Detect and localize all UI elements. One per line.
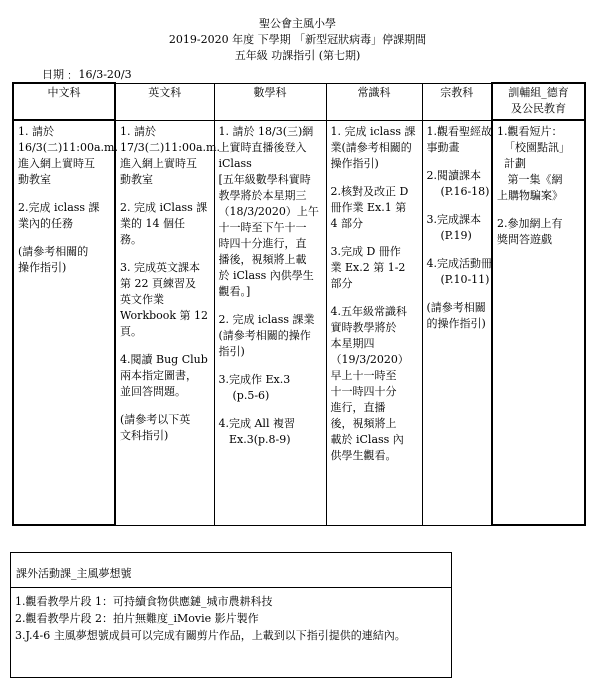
task-line: 業 Ex.2 第 1-2 — [330, 260, 406, 274]
task-line: 4 部分 — [330, 216, 363, 230]
task-line: 業內的任務 — [18, 217, 73, 230]
subject-tasks — [13, 120, 118, 525]
subject-header — [214, 83, 326, 120]
grade-title: 五年級 功課指引 (第七期) — [234, 49, 361, 62]
task-line: 播後，視頻將上載 — [218, 252, 307, 266]
task-line: 兩本指定圖書， — [120, 368, 197, 382]
task-line: 指引) — [218, 344, 245, 358]
task-line: 1.觀看聖經故 — [426, 124, 492, 138]
task-item — [18, 124, 118, 188]
subject-header — [13, 83, 115, 120]
task-line: 2.完成 iclass 課 — [18, 201, 100, 214]
task-line: 動教室 — [18, 173, 51, 186]
task-item — [331, 244, 418, 292]
task-item — [427, 212, 488, 244]
task-line: 2.閱讀課本 — [426, 168, 481, 182]
task-line: (請參考以下英 — [120, 412, 191, 426]
task-line: 載於 iClass 內 — [330, 432, 404, 446]
task-line: 早上十一時至 — [330, 368, 397, 382]
task-line: 並回答問題。 — [120, 384, 186, 398]
task-item — [219, 124, 322, 300]
task-line: 1. 請於 — [120, 124, 156, 138]
subject-title-line: 訓輔組_德育 — [508, 86, 569, 99]
task-line: 進入網上實時互 — [120, 156, 197, 170]
task-line: (p.5-6) — [218, 388, 270, 402]
task-line: 第一集《網 — [497, 173, 563, 186]
task-line: 後，視頻將上 — [330, 416, 397, 430]
task-line: 1. 請於 18/3(三)網 — [218, 124, 314, 138]
task-line: 於 iClass 內供學生 — [218, 268, 314, 282]
task-line: 1.觀看短片： — [497, 125, 563, 138]
task-item — [427, 300, 488, 332]
subject-title-line: 中文科 — [47, 86, 81, 99]
subject-header-row — [13, 83, 585, 120]
task-line: 上購物騙案》 — [497, 189, 563, 202]
subject-header — [492, 83, 585, 120]
homework-table — [12, 82, 586, 526]
task-item — [331, 304, 418, 464]
task-line: 教學將於本星期三 — [218, 188, 307, 202]
task-line: 2. 完成 iclass 課業 — [218, 312, 315, 326]
extracurricular-box — [10, 552, 452, 678]
task-item — [18, 244, 110, 276]
task-line: 4.五年級常識科 — [330, 304, 407, 318]
task-line: 獎問答遊戲 — [497, 233, 552, 246]
task-line: 文科指引) — [120, 428, 169, 442]
task-line: 1. 完成 iclass 課 — [330, 124, 416, 138]
task-item — [120, 260, 210, 340]
subject-tasks — [214, 120, 326, 525]
task-row — [13, 120, 585, 525]
task-line: 英文作業 — [120, 292, 164, 306]
task-line: 動教室 — [120, 172, 153, 186]
task-item — [331, 124, 418, 172]
subject-header — [326, 83, 422, 120]
task-item — [426, 256, 492, 288]
task-line: 進行，直播 — [330, 400, 386, 414]
task-line: 計劃 — [497, 157, 526, 170]
task-line: （18/3/2020）上午 — [218, 204, 319, 218]
task-item — [18, 200, 110, 232]
task-line: 操作指引) — [330, 156, 379, 170]
task-item — [426, 124, 492, 156]
subject-header — [422, 83, 492, 120]
task-item — [497, 124, 580, 204]
activity-item: 3.J.4-6 主風夢想號成員可以完成有關剪片作品，上載到以下指引提供的連結內。 — [15, 629, 406, 642]
task-line: 4.完成 All 複習 — [218, 416, 295, 430]
task-line: [五年級數學科實時 — [218, 172, 311, 186]
task-item — [219, 416, 322, 448]
task-line: 時四十分進行，直 — [218, 236, 307, 250]
subject-tasks — [492, 120, 585, 525]
task-item — [219, 312, 322, 360]
subject-tasks — [326, 120, 422, 525]
task-line: 3.完成課本 — [426, 212, 481, 226]
task-line: (請參考相關的操作 — [218, 328, 311, 342]
subject-tasks — [115, 120, 220, 525]
task-item — [497, 216, 580, 248]
activity-item: 1.觀看教學片段 1：可持續食物供應鏈_城市農耕科技 — [15, 595, 273, 608]
task-item — [120, 412, 210, 444]
subject-header — [115, 83, 214, 120]
task-line: 十一時至下午十一 — [218, 220, 307, 234]
task-line: 部分 — [330, 276, 353, 290]
task-line: 業(請參考相關的 — [330, 140, 412, 154]
task-line: 觀看。] — [218, 284, 251, 298]
task-line: 17/3(二)11:00a.m. — [120, 140, 220, 154]
school-name: 聖公會主風小學 — [259, 17, 336, 30]
task-line: 業的 14 個任 — [120, 216, 185, 230]
activity-title: 課外活動課_主風夢想號 — [16, 567, 132, 580]
task-line: 操作指引) — [18, 261, 67, 274]
task-line: 3.完成 D 冊作 — [330, 244, 401, 258]
task-line: 4.完成活動冊 — [426, 256, 492, 270]
period-title: 2019-2020 年度 下學期 「新型冠狀病毒」停課期間 — [168, 33, 427, 46]
task-line: 實時教學將於 — [330, 320, 397, 334]
task-line: 本星期四 — [330, 336, 375, 350]
subject-title-line: 數學科 — [253, 85, 287, 99]
subject-title-line: 宗教科 — [440, 85, 474, 99]
task-line: 供學生觀看。 — [330, 448, 397, 462]
task-line: (請參考相關的 — [18, 245, 89, 258]
task-line: 上實時直播後登入 — [218, 140, 307, 154]
task-item — [427, 168, 488, 200]
task-item — [120, 124, 220, 188]
subject-title-line: 及公民教育 — [511, 102, 566, 115]
task-item — [219, 372, 322, 404]
task-line: 3. 完成英文課本 — [120, 260, 200, 274]
task-line: 2.核對及改正 D — [330, 184, 409, 198]
task-line: 第 22 頁練習及 — [120, 276, 196, 290]
subject-title-line: 英文科 — [148, 85, 182, 99]
task-line: 十一時四十分 — [330, 384, 397, 398]
task-line: iClass — [218, 156, 252, 170]
task-item — [120, 352, 210, 400]
task-line: 冊作業 Ex.1 第 — [330, 200, 407, 214]
task-line: 事動畫 — [426, 140, 460, 154]
task-line: 「校園點訊」 — [497, 141, 570, 154]
task-line: 2.參加網上有 — [497, 217, 563, 230]
task-line: 3.完成作 Ex.3 — [218, 372, 291, 386]
activity-divider — [11, 587, 451, 588]
subject-title-line: 常識科 — [357, 85, 391, 99]
task-line: (請參考相關 — [426, 300, 486, 314]
task-line: 務。 — [120, 232, 142, 246]
task-item — [120, 200, 210, 248]
task-line: 頁。 — [120, 324, 142, 338]
task-line: （19/3/2020） — [330, 352, 409, 366]
task-line: (P.16-18) — [426, 184, 490, 198]
activity-list — [15, 593, 406, 644]
task-line: 進入網上實時互 — [18, 157, 95, 170]
task-line: 16/3(二)11:00a.m. — [18, 141, 118, 154]
task-line: (P.10-11) — [426, 272, 490, 286]
date-range: 日期﹕ 16/3-20/3 — [42, 68, 132, 81]
task-line: Ex.3(p.8-9) — [218, 432, 291, 446]
task-line: 1. 請於 — [18, 125, 54, 138]
subject-tasks — [422, 120, 492, 525]
task-line: (P.19) — [426, 228, 472, 242]
task-item — [331, 184, 418, 232]
activity-item: 2.觀看教學片段 2：拍片無難度_iMovie 影片製作 — [15, 612, 259, 625]
task-line: Workbook 第 12 — [120, 308, 209, 322]
task-line: 的操作指引) — [426, 316, 486, 330]
task-line: 2. 完成 iClass 課 — [120, 200, 208, 214]
task-line: 4.閱讀 Bug Club — [120, 352, 208, 366]
